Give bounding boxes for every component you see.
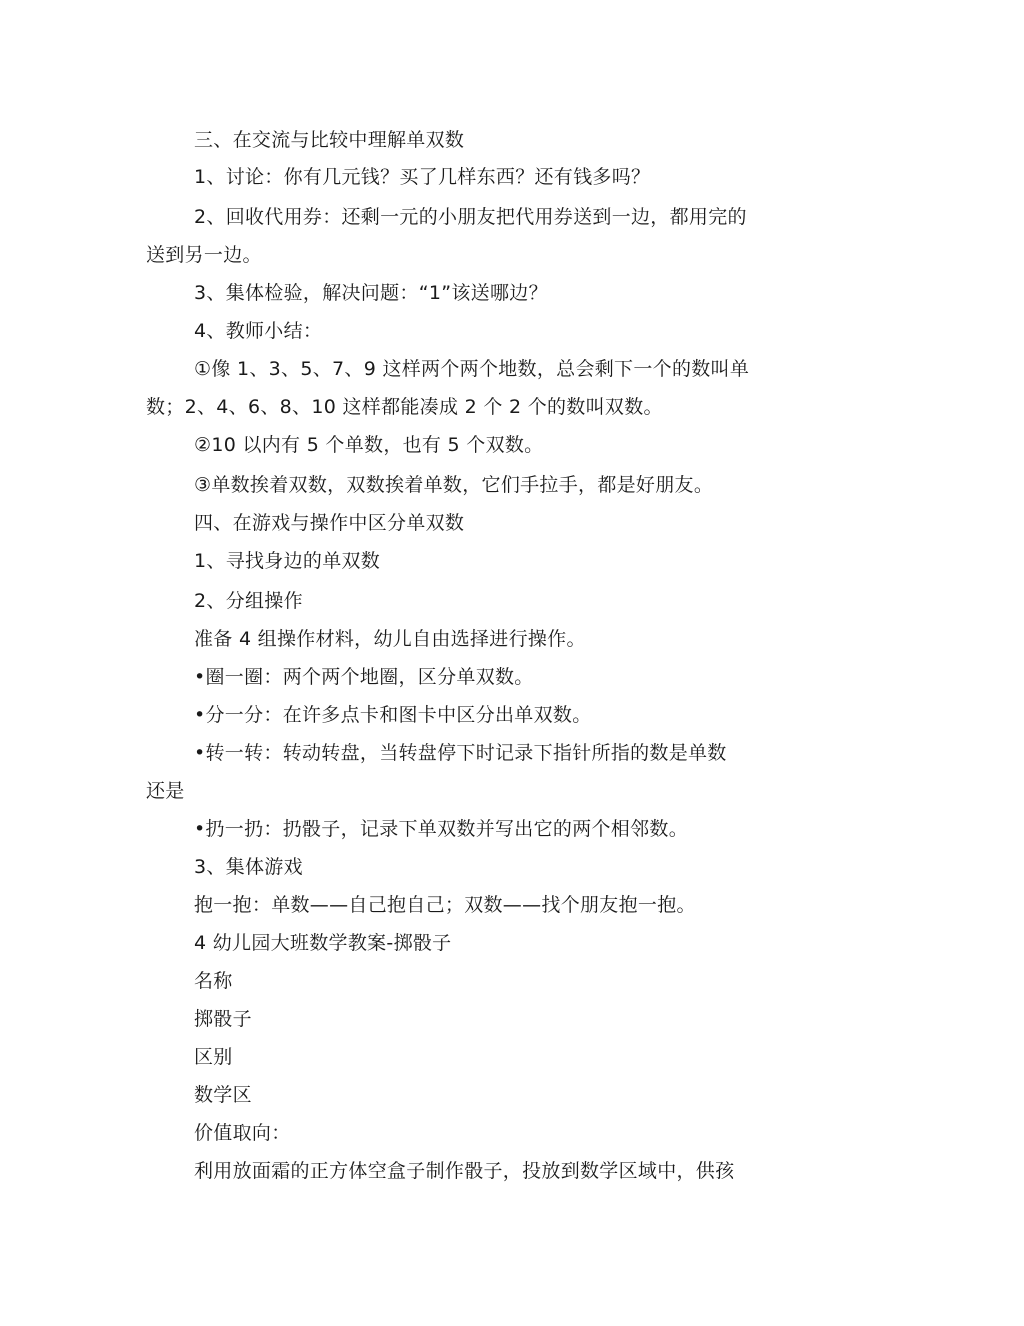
text-line: 数；2、4、6、8、10 这样都能凑成 2 个 2 个的数叫双数。 [146, 396, 663, 418]
bullet-item: •圈一圈：两个两个地圈，区分单双数。 [194, 666, 534, 688]
text-line: 利用放面霜的正方体空盒子制作骰子，投放到数学区域中，供孩 [194, 1160, 735, 1182]
text-line: 数学区 [194, 1084, 252, 1106]
text-line: 1、寻找身边的单双数 [194, 550, 381, 572]
text-line: 掷骰子 [194, 1008, 252, 1030]
text-line: 1、讨论：你有几元钱？买了几样东西？还有钱多吗？ [194, 166, 651, 188]
text-line: 区别 [194, 1046, 233, 1068]
text-line: 准备 4 组操作材料，幼儿自由选择进行操作。 [194, 628, 586, 650]
bullet-item: •转一转：转动转盘，当转盘停下时记录下指针所指的数是单数 [194, 742, 727, 764]
section-heading-3: 三、在交流与比较中理解单双数 [194, 129, 465, 151]
text-line: 送到另一边。 [146, 244, 262, 266]
section-heading: 4 幼儿园大班数学教案-掷骰子 [194, 932, 452, 954]
text-line: 名称 [194, 970, 233, 992]
text-line: 4、教师小结： [194, 320, 323, 342]
bullet-item: •扔一扔：扔骰子，记录下单双数并写出它的两个相邻数。 [194, 818, 689, 840]
text-line: 还是 [146, 780, 185, 802]
text-line: 3、集体检验，解决问题：“1”该送哪边？ [194, 282, 548, 304]
text-line: ②10 以内有 5 个单数，也有 5 个双数。 [194, 434, 544, 456]
bullet-item: •分一分：在许多点卡和图卡中区分出单双数。 [194, 704, 592, 726]
section-heading-4: 四、在游戏与操作中区分单双数 [194, 512, 465, 534]
text-line: 3、集体游戏 [194, 856, 303, 878]
text-line: ①像 1、3、5、7、9 这样两个两个地数，总会剩下一个的数叫单 [194, 358, 750, 380]
text-line: 2、分组操作 [194, 590, 303, 612]
text-line: 2、回收代用券：还剩一元的小朋友把代用券送到一边，都用完的 [194, 206, 747, 228]
text-line: 抱一抱：单数——自己抱自己；双数——找个朋友抱一抱。 [194, 894, 696, 916]
text-line: ③单数挨着双数，双数挨着单数，它们手拉手，都是好朋友。 [194, 474, 714, 496]
text-line: 价值取向： [194, 1122, 291, 1144]
